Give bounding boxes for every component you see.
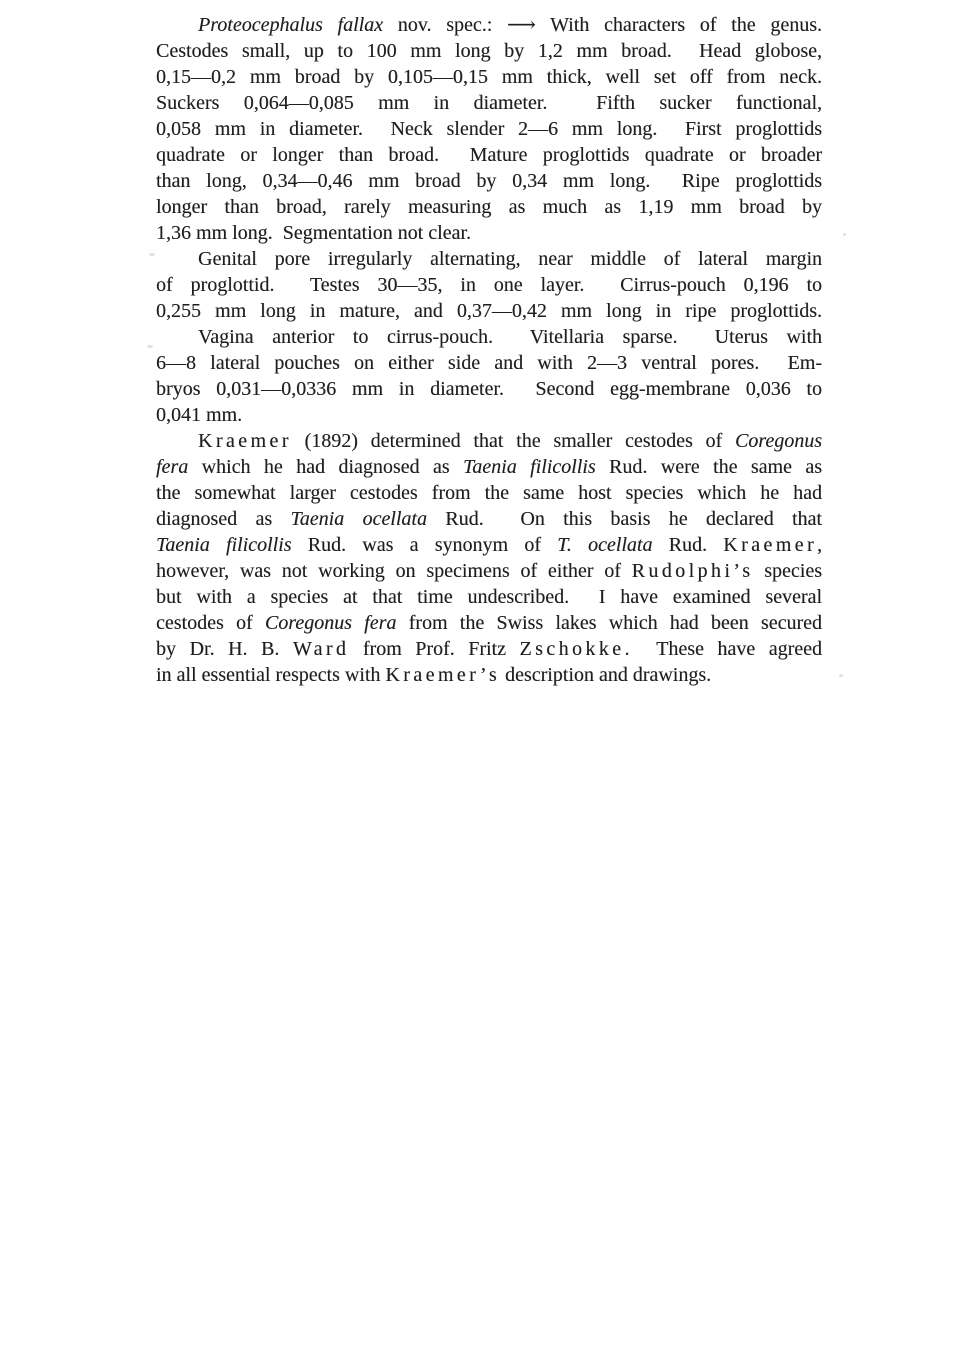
text-segment: which he had diagnosed as (188, 456, 463, 478)
text-line (156, 168, 822, 194)
scan-noise (839, 674, 843, 677)
text-segment: Rud. were the same as (595, 456, 822, 478)
paragraph (156, 246, 822, 324)
text-line (156, 532, 822, 558)
text-line (156, 12, 822, 38)
text-line (156, 636, 822, 662)
text-segment: quadrate or longer than broad. Mature proglottids quadrate or broader (156, 144, 822, 166)
person-name: Kraemer’s (385, 664, 501, 686)
text-line (156, 480, 822, 506)
text-segment: longer than broad, rarely measuring as much as 1,19 mm broad by (156, 196, 822, 218)
text-segment: than long, 0,34—0,46 mm broad by 0,34 mm long. Ripe proglottids (156, 170, 822, 192)
species-name: Taenia ocellata (290, 508, 427, 530)
paragraph (156, 324, 822, 428)
text-segment: the somewhat larger cestodes from the same host species which he had (156, 482, 822, 504)
text-segment: (1892) determined that the smaller cestodes of (291, 430, 735, 452)
species-name: Taenia filicollis (462, 456, 596, 478)
text-segment: from the Swiss lakes which had been secured (396, 612, 822, 634)
text-segment: 0,255 mm long in mature, and 0,37—0,42 mm long in ripe proglottids. (156, 300, 822, 322)
text-line (156, 246, 822, 272)
person-name: Kraemer (723, 534, 818, 556)
text-segment: 0,041 mm. (156, 404, 243, 426)
text-segment: Vagina anterior to cirrus-pouch. Vitellaria sparse. Uterus with (198, 326, 822, 348)
text-segment: cestodes of (156, 612, 265, 634)
text-line (156, 298, 822, 324)
species-name: Taenia filicollis (156, 534, 292, 556)
text-line (156, 116, 822, 142)
species-name: Proteocephalus fallax (198, 14, 384, 36)
text-segment: Rud. was a synonym of (291, 534, 558, 556)
person-name: Zschokke (519, 638, 625, 660)
text-segment: 6—8 lateral pouches on either side and with 2—3 ventral pores. Em- (156, 352, 822, 374)
text-segment: 0,058 mm in diameter. Neck slender 2—6 mm long. First proglottids (156, 118, 822, 140)
text-segment: 0,15—0,2 mm broad by 0,105—0,15 mm thick, well set off from neck. (156, 66, 822, 88)
text-segment: Genital pore irregularly alternating, near middle of lateral margin (198, 248, 822, 270)
text-segment: Rud. (652, 534, 724, 556)
text-line (156, 272, 822, 298)
text-line (156, 38, 822, 64)
text-line (156, 142, 822, 168)
text-line (156, 324, 822, 350)
text-segment: Suckers 0,064—0,085 mm in diameter. Fifth sucker functional, (156, 92, 822, 114)
text-line (156, 64, 822, 90)
text-segment: species (753, 560, 822, 582)
text-segment: nov. spec.: ⟶ With characters of the genus. (383, 14, 822, 36)
species-name: Coregonus fera (264, 612, 397, 634)
species-name: T. ocellata (557, 534, 653, 556)
text-line (156, 662, 822, 688)
text-line (156, 558, 822, 584)
text-segment: from Prof. Fritz (349, 638, 520, 660)
species-name: fera (156, 456, 189, 478)
text-line (156, 194, 822, 220)
text-line (156, 506, 822, 532)
text-segment: of proglottid. Testes 30—35, in one layer. Cirrus-pouch 0,196 to (156, 274, 822, 296)
person-name: Kraemer (198, 430, 292, 452)
text-line (156, 428, 822, 454)
text-segment: however, was not working on specimens of either of (156, 560, 632, 582)
text-segment: description and drawings. (500, 664, 712, 686)
text-segment: in all essential respects with (156, 664, 386, 686)
text-line (156, 610, 822, 636)
text-segment: . These have agreed (624, 638, 822, 660)
scan-noise (147, 345, 153, 348)
person-name: Ward (292, 638, 350, 660)
text-line (156, 350, 822, 376)
text-segment: but with a species at that time undescribed. I have examined several (156, 586, 822, 608)
text-segment: Cestodes small, up to 100 mm long by 1,2 mm broad. Head globose, (156, 40, 822, 62)
scan-noise (149, 253, 155, 256)
text-line (156, 90, 822, 116)
text-block (156, 12, 822, 688)
text-segment: Rud. On this basis he declared that (426, 508, 822, 530)
text-segment: diagnosed as (156, 508, 291, 530)
species-name: Coregonus (734, 430, 822, 452)
text-line (156, 454, 822, 480)
text-segment: 1,36 mm long. Segmentation not clear. (156, 222, 471, 244)
text-line (156, 402, 822, 428)
text-line (156, 376, 822, 402)
text-segment: , (817, 534, 823, 556)
person-name: Rudolphi’s (631, 560, 754, 582)
text-segment: by Dr. H. B. (156, 638, 293, 660)
paragraph (156, 428, 822, 688)
text-line (156, 584, 822, 610)
paragraph (156, 12, 822, 246)
scan-noise (843, 233, 846, 236)
text-segment: bryos 0,031—0,0336 mm in diameter. Second egg-membrane 0,036 to (156, 378, 822, 400)
text-line (156, 220, 822, 246)
